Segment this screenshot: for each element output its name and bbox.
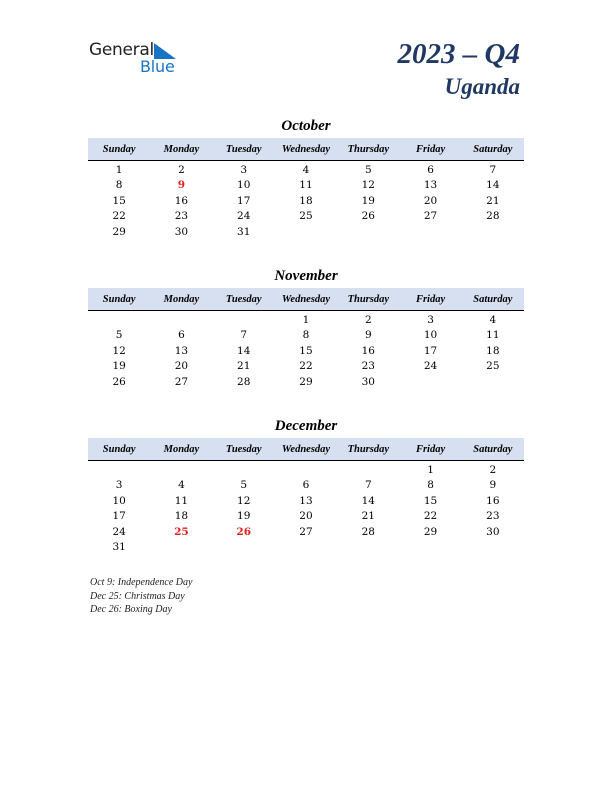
day-cell: 4 [302, 164, 310, 176]
day-cell: 8 [302, 329, 310, 342]
weekday-thursday: Thursday [347, 443, 389, 455]
weekday-friday: Friday [415, 143, 446, 155]
day-cell: 8 [427, 479, 434, 492]
day-cell: 13 [423, 179, 438, 192]
weekday-header [88, 138, 524, 161]
day-cell: 1 [302, 314, 310, 326]
month-title: December [274, 418, 338, 434]
weekday-header [88, 438, 524, 461]
day-cell: 28 [361, 525, 375, 538]
day-cell: 8 [115, 179, 123, 192]
day-cell: 29 [299, 375, 313, 388]
day-cell: 24 [423, 360, 438, 373]
day-cell: 5 [115, 329, 123, 342]
day-cell: 18 [299, 194, 313, 207]
day-cell: 24 [112, 525, 126, 538]
weekday-header [88, 288, 524, 311]
day-cell: 9 [364, 329, 372, 342]
day-cell: 5 [364, 164, 372, 176]
holiday-day-cell: 26 [236, 525, 252, 538]
day-grid [88, 163, 524, 240]
day-cell: 27 [299, 525, 313, 538]
day-cell: 30 [361, 375, 375, 388]
day-cell: 16 [174, 194, 189, 207]
day-cell: 4 [178, 479, 185, 492]
holiday-day-cell: 9 [177, 179, 186, 192]
empty-cell [213, 463, 275, 478]
empty-cell [213, 313, 275, 328]
day-cell: 6 [302, 479, 310, 492]
day-cell: 14 [486, 179, 500, 192]
month-title: November [274, 268, 338, 284]
logo-text-general: General [89, 40, 154, 60]
day-cell: 20 [299, 510, 313, 523]
holiday-note: Dec 26: Boxing Day [90, 604, 172, 616]
weekday-friday: Friday [415, 443, 446, 455]
logo-text-blue: Blue [140, 57, 175, 76]
day-cell: 22 [112, 210, 126, 223]
day-cell: 3 [240, 164, 248, 176]
day-cell: 22 [423, 510, 438, 523]
empty-cell [88, 313, 150, 328]
day-cell: 21 [361, 510, 375, 523]
holiday-day-cell: 25 [174, 525, 189, 538]
day-cell: 2 [364, 314, 372, 326]
day-cell: 13 [299, 494, 313, 507]
empty-cell [150, 463, 212, 478]
day-cell: 12 [112, 344, 126, 357]
day-cell: 2 [489, 464, 497, 476]
weekday-tuesday: Tuesday [225, 293, 262, 305]
day-cell: 25 [299, 210, 313, 223]
day-cell: 26 [112, 375, 126, 388]
empty-cell [275, 463, 337, 478]
empty-cell [150, 313, 212, 328]
day-cell: 20 [423, 194, 438, 207]
day-cell: 10 [112, 494, 126, 507]
day-cell: 5 [240, 479, 248, 492]
day-cell: 12 [361, 179, 375, 192]
day-cell: 6 [178, 329, 185, 342]
day-cell: 21 [486, 194, 500, 207]
day-cell: 31 [112, 540, 126, 553]
day-cell: 17 [112, 510, 126, 523]
weekday-monday: Monday [163, 443, 200, 455]
day-cell: 28 [237, 375, 251, 388]
day-cell: 3 [115, 479, 123, 492]
day-cell: 24 [237, 210, 251, 223]
day-cell: 23 [361, 360, 375, 373]
country-name: Uganda [444, 74, 520, 99]
weekday-saturday: Saturday [473, 143, 513, 155]
day-cell: 30 [174, 225, 189, 238]
weekday-sunday: Sunday [102, 293, 136, 305]
day-cell: 17 [237, 194, 251, 207]
day-cell: 31 [237, 225, 251, 238]
day-grid [88, 313, 524, 390]
day-cell: 20 [174, 360, 189, 373]
day-cell: 7 [489, 164, 497, 176]
weekday-wednesday: Wednesday [281, 443, 331, 455]
day-cell: 6 [427, 164, 434, 176]
day-cell: 16 [486, 494, 500, 507]
day-cell: 1 [115, 164, 123, 176]
day-cell: 27 [174, 375, 189, 388]
month-december [88, 416, 524, 555]
day-cell: 30 [486, 525, 500, 538]
day-cell: 11 [174, 494, 189, 507]
day-cell: 15 [299, 344, 313, 357]
weekday-friday: Friday [415, 293, 446, 305]
day-cell: 11 [486, 329, 500, 342]
day-cell: 28 [486, 210, 500, 223]
holiday-note: Oct 9: Independence Day [90, 577, 193, 588]
day-cell: 14 [361, 494, 375, 507]
weekday-thursday: Thursday [347, 143, 389, 155]
day-cell: 17 [423, 344, 438, 357]
empty-cell [337, 463, 399, 478]
day-cell: 25 [486, 360, 500, 373]
day-cell: 4 [489, 314, 497, 326]
day-cell: 15 [112, 194, 126, 207]
day-cell: 23 [486, 510, 500, 523]
day-cell: 11 [299, 179, 313, 192]
day-cell: 23 [174, 210, 189, 223]
weekday-tuesday: Tuesday [225, 143, 262, 155]
holiday-notes [90, 576, 192, 617]
day-cell: 3 [427, 314, 434, 326]
day-cell: 10 [237, 179, 251, 192]
day-cell: 16 [361, 344, 375, 357]
weekday-saturday: Saturday [473, 293, 513, 305]
day-cell: 18 [486, 344, 500, 357]
weekday-wednesday: Wednesday [281, 143, 331, 155]
day-cell: 7 [364, 479, 372, 492]
generalblue-logo [89, 40, 189, 76]
day-cell: 13 [174, 344, 189, 357]
day-cell: 18 [174, 510, 189, 523]
weekday-monday: Monday [163, 143, 200, 155]
day-cell: 9 [489, 479, 497, 492]
day-cell: 27 [423, 210, 438, 223]
day-cell: 26 [361, 210, 375, 223]
weekday-saturday: Saturday [473, 443, 513, 455]
day-cell: 29 [112, 225, 126, 238]
month-october [88, 116, 524, 240]
day-cell: 19 [112, 360, 126, 373]
page-title: 2023 – Q4 [397, 38, 520, 70]
day-cell: 7 [240, 329, 248, 342]
weekday-tuesday: Tuesday [225, 443, 262, 455]
day-cell: 19 [237, 510, 251, 523]
day-grid [88, 463, 524, 555]
month-title: October [281, 118, 331, 134]
day-cell: 22 [299, 360, 313, 373]
weekday-sunday: Sunday [102, 443, 136, 455]
day-cell: 21 [237, 360, 251, 373]
empty-cell [88, 463, 150, 478]
day-cell: 12 [237, 494, 251, 507]
day-cell: 29 [423, 525, 438, 538]
weekday-monday: Monday [163, 293, 200, 305]
holiday-note: Dec 25: Christmas Day [90, 590, 185, 602]
weekday-thursday: Thursday [347, 293, 389, 305]
day-cell: 19 [361, 194, 375, 207]
day-cell: 15 [423, 494, 438, 507]
month-november [88, 266, 524, 390]
weekday-wednesday: Wednesday [281, 293, 331, 305]
day-cell: 10 [423, 329, 438, 342]
day-cell: 14 [237, 344, 251, 357]
day-cell: 1 [427, 464, 434, 476]
day-cell: 2 [178, 164, 185, 176]
weekday-sunday: Sunday [102, 143, 136, 155]
